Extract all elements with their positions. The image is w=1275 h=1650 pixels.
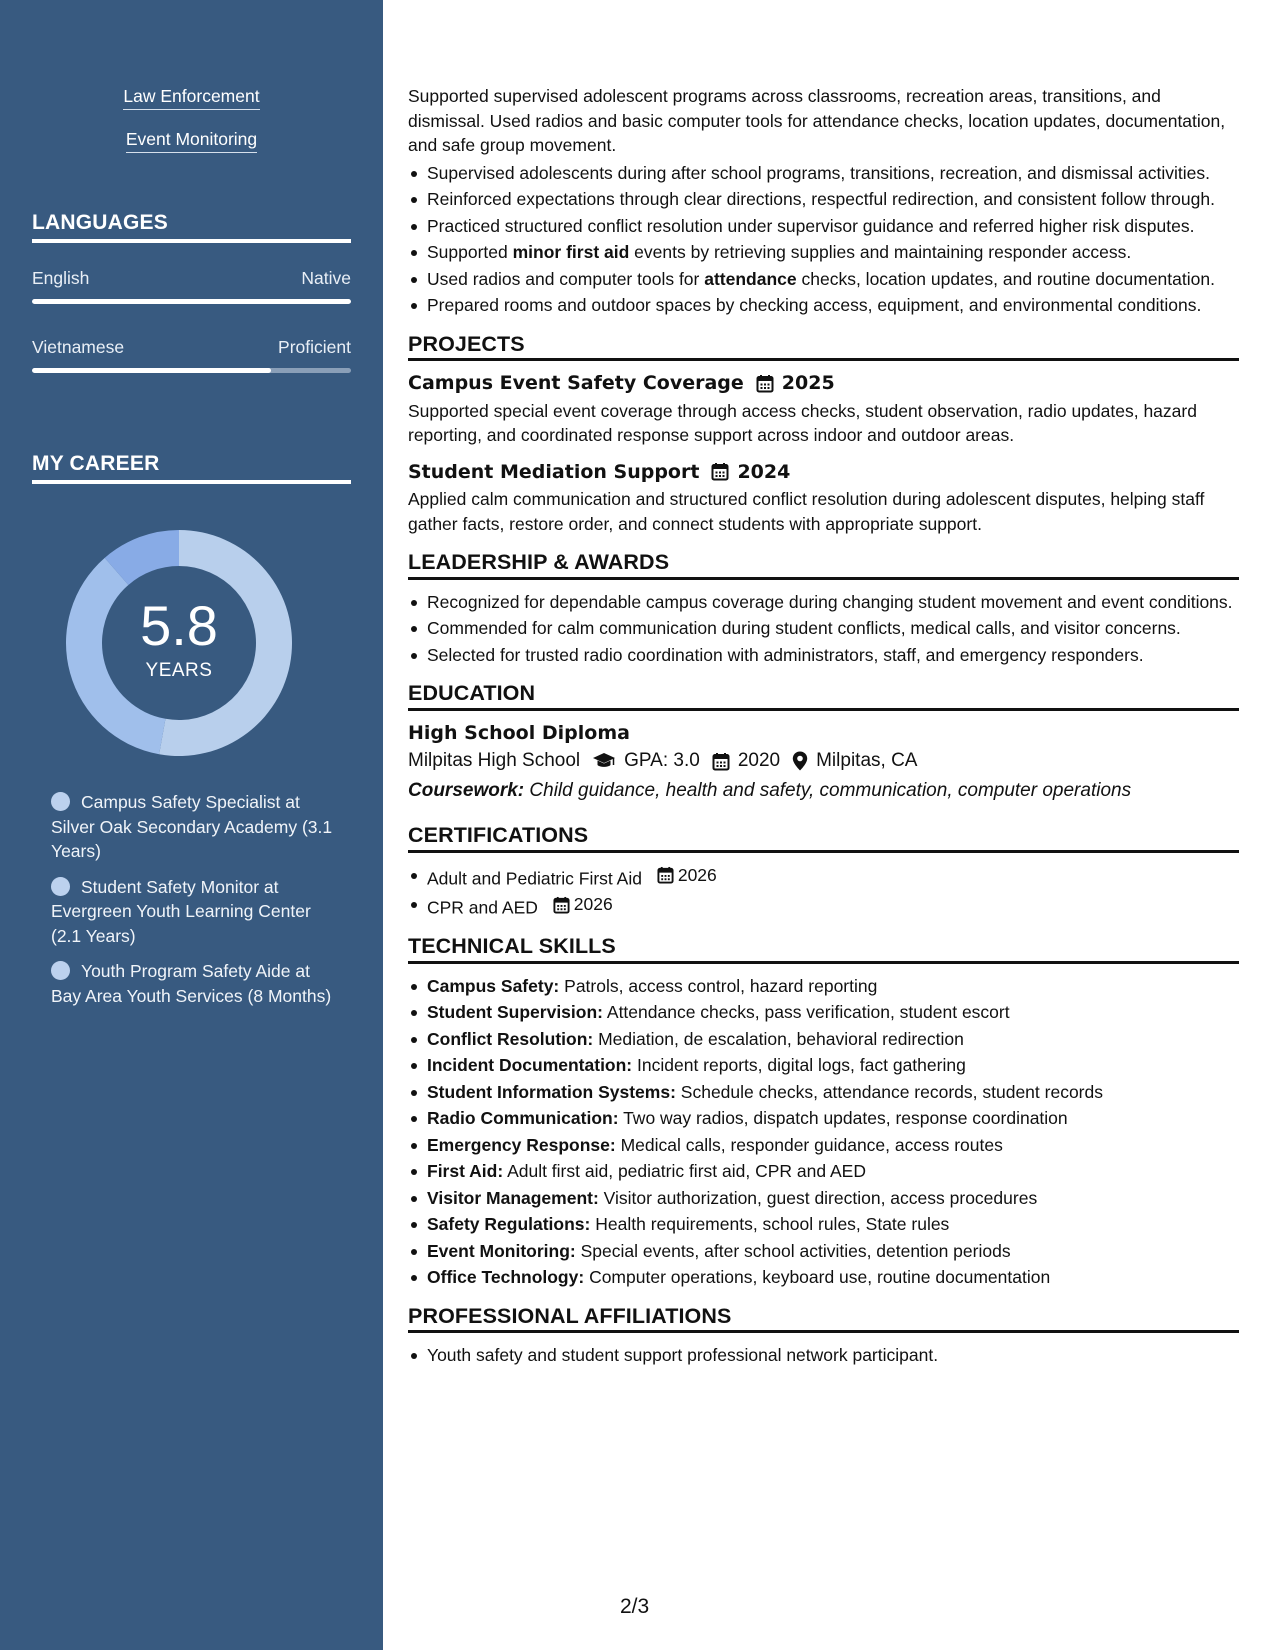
certification-year: 2026 <box>573 894 613 915</box>
calendar-icon <box>657 866 674 884</box>
bullet-text: Supported <box>427 242 513 262</box>
skill-value: Schedule checks, attendance records, student records <box>680 1081 1103 1102</box>
coursework-label: Coursework: <box>408 779 525 801</box>
sidebar <box>0 0 383 1650</box>
location-pin-icon <box>792 751 808 771</box>
career-item-text: Student Safety Monitor at Evergreen Youth Learning Center (2.1 Years) <box>51 876 311 946</box>
career-heading: MY CAREER <box>32 452 351 484</box>
certification-date <box>553 892 613 917</box>
skill-label: Conflict Resolution: <box>427 1028 594 1049</box>
career-item <box>51 790 341 864</box>
affiliation-item: Youth safety and student support professional network participant. <box>408 1343 1239 1368</box>
skill-item <box>408 1239 1239 1264</box>
bullet-text: Prepared rooms and outdoor spaces by checking access, equipment, and environmental conditions. <box>427 295 1202 315</box>
project-name: Campus Event Safety Coverage <box>408 372 744 394</box>
languages-heading: LANGUAGES <box>32 211 351 243</box>
career-dot-icon <box>51 877 70 896</box>
experience-bullet <box>408 187 1239 212</box>
experience-bullet <box>408 267 1239 292</box>
career-item-text: Youth Program Safety Aide at Bay Area Youth Services (8 Months) <box>51 961 332 1006</box>
skill-label: Emergency Response: <box>427 1134 616 1155</box>
experience-bullet <box>408 161 1239 186</box>
leadership-list <box>408 590 1239 668</box>
calendar-icon <box>711 462 729 481</box>
skill-item <box>408 1186 1239 1211</box>
calendar-icon <box>712 752 730 771</box>
skill-item <box>408 1053 1239 1078</box>
coursework-text: Child guidance, health and safety, communication, computer operations <box>529 779 1132 801</box>
skill-item <box>408 1212 1239 1237</box>
career-dot-icon <box>51 961 70 980</box>
skill-value: Adult first aid, pediatric first aid, CPR and AED <box>507 1161 866 1181</box>
skill-value: Attendance checks, pass verification, student escort <box>606 1002 1010 1022</box>
career-donut-center <box>66 530 292 756</box>
language-bar-fill <box>32 299 351 304</box>
skill-value: Mediation, de escalation, behavioral redirection <box>598 1028 964 1049</box>
skill-item <box>408 1106 1239 1131</box>
certification-name: CPR and AED <box>427 897 538 918</box>
sidebar-links <box>0 86 383 172</box>
bullet-bold-text: attendance <box>704 268 797 289</box>
bullet-text: checks, location updates, and routine documentation. <box>796 268 1215 289</box>
language-bar-fill <box>32 368 271 373</box>
coursework <box>408 779 1239 804</box>
skill-item <box>408 1027 1239 1052</box>
projects-heading: PROJECTS <box>408 332 1239 362</box>
skill-label: Campus Safety: <box>427 975 560 996</box>
skill-value: Medical calls, responder guidance, access routes <box>620 1134 1003 1155</box>
language-name: Vietnamese <box>32 337 125 357</box>
language-name: English <box>32 268 90 288</box>
skill-item <box>408 974 1239 999</box>
language-level: Native <box>301 268 351 288</box>
certifications-list <box>408 863 1239 921</box>
school-location: Milpitas, CA <box>816 750 918 771</box>
experience-bullet <box>408 293 1239 318</box>
project-title-row <box>408 460 1239 485</box>
skill-label: Radio Communication: <box>427 1108 619 1128</box>
skill-value: Two way radios, dispatch updates, response coordination <box>623 1108 1068 1128</box>
career-dot-icon <box>51 792 70 811</box>
skill-item <box>408 1080 1239 1105</box>
language-row-vietnamese <box>32 337 351 358</box>
bullet-bold-text: minor first aid <box>512 242 630 262</box>
bullet-text: Used radios and computer tools for <box>427 268 705 289</box>
skill-item <box>408 1133 1239 1158</box>
project-description: Applied calm communication and structured conflict resolution during adolescent disputes, helping staff gather facts, restore order, and connect students with appropriate support. <box>408 489 1205 534</box>
leadership-item: Commended for calm communication during student conflicts, medical calls, and visitor concerns. <box>408 616 1239 641</box>
project-name: Student Mediation Support <box>408 460 700 483</box>
skill-value: Visitor authorization, guest direction, access procedures <box>603 1187 1038 1208</box>
graduation-cap-icon <box>592 752 616 770</box>
skill-label: First Aid: <box>427 1161 504 1181</box>
career-item <box>51 875 341 949</box>
education-heading: EDUCATION <box>408 681 1239 711</box>
skill-label: Event Monitoring: <box>427 1240 576 1261</box>
certification-date <box>657 863 717 888</box>
degree-title: High School Diploma <box>408 721 630 744</box>
project-description: Supported special event coverage through access checks, student observation, radio updates, hazard reporting, and coordinated response support across indoor and outdoor areas. <box>408 400 1197 445</box>
career-total-years: 5.8 <box>140 594 218 657</box>
skills-list <box>408 974 1239 1290</box>
bullet-text: Supervised adolescents during after school programs, transitions, recreation, and dismissal activities. <box>427 162 1211 183</box>
calendar-icon <box>756 374 774 393</box>
certification-year: 2026 <box>677 864 717 885</box>
skill-label: Incident Documentation: <box>427 1055 633 1075</box>
career-item <box>51 959 341 1008</box>
gpa: GPA: 3.0 <box>624 750 700 771</box>
career-list <box>51 790 341 1019</box>
skill-value: Patrols, access control, hazard reporting <box>564 975 878 996</box>
skill-value: Computer operations, keyboard use, routine documentation <box>589 1267 1051 1287</box>
calendar-icon <box>553 896 570 914</box>
graduation-year: 2020 <box>737 750 781 771</box>
bullet-text: Reinforced expectations through clear directions, respectful redirection, and consistent follow through. <box>427 189 1215 209</box>
leadership-item: Selected for trusted radio coordination with administrators, staff, and emergency responders. <box>408 643 1239 668</box>
main-content <box>408 84 1239 1370</box>
bullet-text: events by retrieving supplies and maintaining responder access. <box>629 242 1132 262</box>
skill-link-law-enforcement[interactable]: Law Enforcement <box>123 86 259 110</box>
skill-label: Student Supervision: <box>427 1002 603 1022</box>
affiliations-heading: PROFESSIONAL AFFILIATIONS <box>408 1304 1239 1334</box>
skill-link-event-monitoring[interactable]: Event Monitoring <box>126 129 257 153</box>
bullet-text: Practiced structured conflict resolution under supervisor guidance and referred higher risk disputes. <box>427 215 1195 236</box>
project-year: 2025 <box>781 372 835 394</box>
certification-item <box>408 892 1239 920</box>
certifications-heading: CERTIFICATIONS <box>408 823 1239 853</box>
leadership-heading: LEADERSHIP & AWARDS <box>408 550 1239 580</box>
language-bar-english <box>32 299 351 304</box>
language-bar-vietnamese <box>32 368 351 373</box>
skill-item <box>408 1159 1239 1184</box>
experience-bullet <box>408 240 1239 265</box>
language-level: Proficient <box>278 337 351 357</box>
page-number: 2/3 <box>620 1595 650 1618</box>
certification-item <box>408 863 1239 891</box>
experience-intro: Supported supervised adolescent programs across classrooms, recreation areas, transitions, and dismissal. Used radios and basic computer tools for attendance checks, location updates, documentation, and safe group movement. <box>408 86 1226 155</box>
career-item-text: Campus Safety Specialist at Silver Oak Secondary Academy (3.1 Years) <box>51 792 333 861</box>
skill-label: Office Technology: <box>427 1267 585 1287</box>
skill-label: Safety Regulations: <box>427 1214 591 1234</box>
skill-value: Incident reports, digital logs, fact gathering <box>637 1055 966 1075</box>
skill-value: Special events, after school activities, detention periods <box>580 1240 1011 1261</box>
certification-name: Adult and Pediatric First Aid <box>427 867 642 888</box>
skill-label: Student Information Systems: <box>427 1081 676 1102</box>
education-details <box>408 749 1239 774</box>
language-row-english <box>32 268 351 289</box>
skill-value: Health requirements, school rules, State rules <box>595 1214 950 1234</box>
career-donut-chart <box>66 530 292 756</box>
project-title-row <box>408 371 1239 396</box>
experience-bullet <box>408 214 1239 239</box>
school-name: Milpitas High School <box>408 750 581 771</box>
skill-item <box>408 1265 1239 1290</box>
skill-label: Visitor Management: <box>427 1187 599 1208</box>
affiliations-list <box>408 1343 1239 1368</box>
leadership-item: Recognized for dependable campus coverage during changing student movement and event conditions. <box>408 590 1239 615</box>
project-year: 2024 <box>737 460 791 483</box>
skills-heading: TECHNICAL SKILLS <box>408 934 1239 964</box>
experience-bullets <box>408 161 1239 318</box>
skill-item <box>408 1000 1239 1025</box>
career-total-unit: YEARS <box>145 660 213 681</box>
